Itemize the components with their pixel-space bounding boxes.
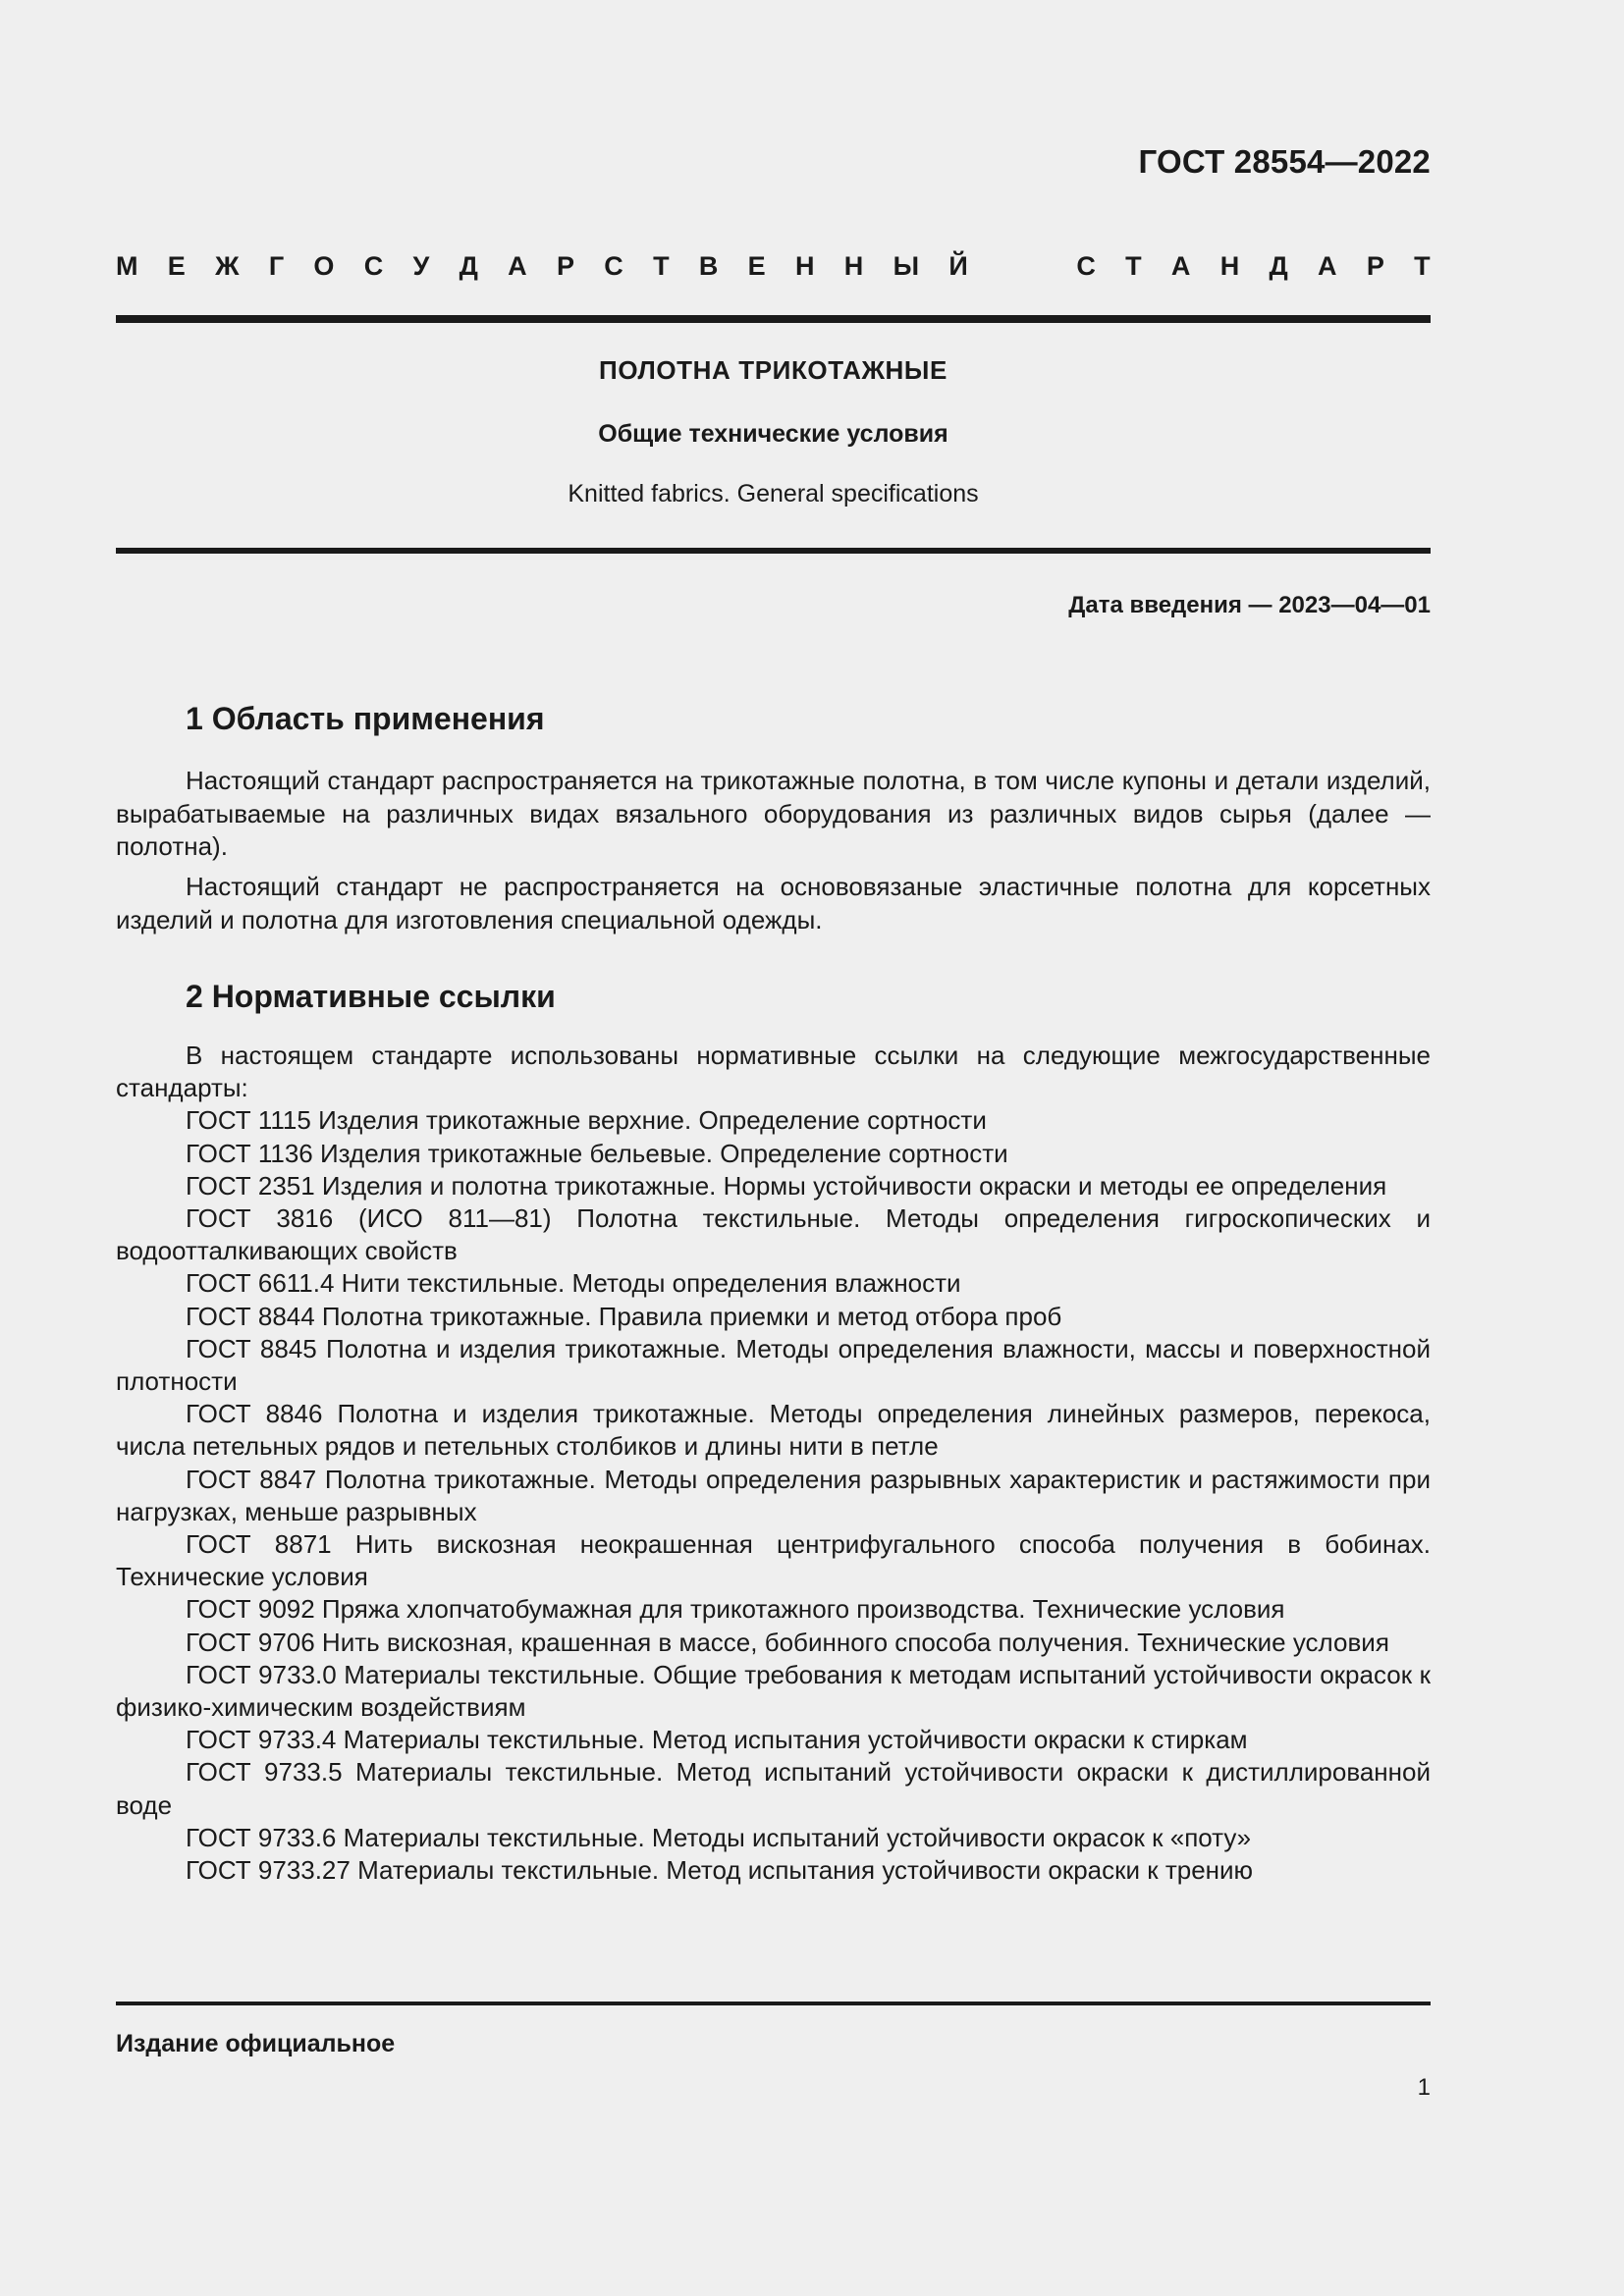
heading-letter: Г xyxy=(268,251,285,281)
reference-item: ГОСТ 8845 Полотна и изделия трикотажные. Методы определения влажности, массы и поверхностной плотности xyxy=(116,1333,1431,1397)
heading-letter: Р xyxy=(556,251,574,281)
reference-item: ГОСТ 9733.27 Материалы текстильные. Метод испытания устойчивости окраски к трению xyxy=(186,1855,1254,1886)
section-heading-normative-refs: 2 Нормативные ссылки xyxy=(186,979,556,1014)
document-subtitle: Общие технические условия xyxy=(598,420,948,448)
heading-letter: С xyxy=(604,251,623,281)
scope-paragraph: Настоящий стандарт распространяется на трикотажные полотна, в том числе купоны и детали изделий, вырабатываемые на различных видах вязального оборудования из различных видов сырья (далее — полотна). xyxy=(116,766,1431,861)
interstate-standard-heading xyxy=(116,251,1431,283)
heading-letter: Ы xyxy=(893,251,920,281)
heading-letter: О xyxy=(313,251,335,281)
heading-letter: С xyxy=(1076,251,1096,281)
reference-item: ГОСТ 9733.4 Материалы текстильные. Метод испытания устойчивости окраски к стиркам xyxy=(186,1725,1248,1755)
document-page xyxy=(116,0,1431,2296)
heading-letter: М xyxy=(116,251,138,281)
introduction-date: Дата введения — 2023—04—01 xyxy=(1068,592,1431,618)
page-number: 1 xyxy=(1417,2074,1431,2101)
official-edition-label: Издание официальное xyxy=(116,2030,396,2057)
heading-letter: Т xyxy=(653,251,670,281)
reference-item: ГОСТ 6611.4 Нити текстильные. Методы определения влажности xyxy=(186,1268,961,1299)
reference-item: ГОСТ 9733.0 Материалы текстильные. Общие требования к методам испытаний устойчивости окрасок к физико-химическим воздействиям xyxy=(116,1659,1431,1723)
heading-letter: А xyxy=(1318,251,1337,281)
reference-item: ГОСТ 8871 Нить вискозная неокрашенная центрифугального способа получения в бобинах. Технические условия xyxy=(116,1529,1431,1592)
heading-letter: Н xyxy=(794,251,815,281)
heading-letter: Е xyxy=(167,251,186,281)
heading-letter: В xyxy=(698,251,719,281)
heading-letter: Д xyxy=(459,251,478,281)
heading-letter: А xyxy=(1170,251,1191,281)
word-gap xyxy=(998,251,1047,283)
heading-letter: Т xyxy=(1125,251,1142,281)
normative-references-list xyxy=(116,1040,1431,1887)
reference-item: ГОСТ 1115 Изделия трикотажные верхние. Определение сортности xyxy=(186,1105,987,1136)
document-title-english: Knitted fabrics. General specifications xyxy=(568,480,979,507)
reference-item: ГОСТ 1136 Изделия трикотажные бельевые. Определение сортности xyxy=(186,1138,1008,1168)
heading-letter: А xyxy=(508,251,527,281)
heading-letter: Т xyxy=(1414,251,1431,281)
heading-letter: Е xyxy=(747,251,766,281)
gost-code: ГОСТ 28554—2022 xyxy=(1138,143,1431,180)
heading-letter: Й xyxy=(948,251,968,281)
heading-letter: С xyxy=(363,251,384,281)
heading-letter: Н xyxy=(1219,251,1240,281)
reference-item: ГОСТ 8847 Полотна трикотажные. Методы определения разрывных характеристик и растяжимости при нагрузках, меньше разрывных xyxy=(116,1464,1431,1526)
heading-letter: У xyxy=(412,251,430,281)
document-title: ПОЛОТНА ТРИКОТАЖНЫЕ xyxy=(599,355,947,385)
reference-item: ГОСТ 3816 (ИСО 811—81) Полотна текстильные. Методы определения гигроскопических и водоотталкивающих свойств xyxy=(116,1203,1431,1266)
reference-item: ГОСТ 8844 Полотна трикотажные. Правила приемки и метод отбора проб xyxy=(186,1301,1062,1331)
header-divider xyxy=(116,315,1431,323)
title-divider xyxy=(116,548,1431,554)
refs-intro: В настоящем стандарте использованы нормативные ссылки на следующие межгосударственные стандарты: xyxy=(116,1041,1431,1103)
footer-divider xyxy=(116,2002,1431,2005)
heading-letter: Р xyxy=(1366,251,1384,281)
reference-item: ГОСТ 9706 Нить вискозная, крашенная в массе, бобинного способа получения. Технические условия xyxy=(186,1627,1389,1657)
section-heading-scope: 1 Область применения xyxy=(186,701,545,736)
reference-item: ГОСТ 9733.6 Материалы текстильные. Методы испытаний устойчивости окрасок к «поту» xyxy=(186,1822,1252,1852)
reference-item: ГОСТ 9092 Пряжа хлопчатобумажная для трикотажного производства. Технические условия xyxy=(186,1594,1285,1625)
reference-item: ГОСТ 2351 Изделия и полотна трикотажные. Нормы устойчивости окраски и методы ее определения xyxy=(186,1170,1387,1201)
scope-paragraph: Настоящий стандарт не распространяется на основовязаные эластичные полотна для корсетных изделий и полотна для изготовления специальной одежды. xyxy=(116,872,1431,934)
heading-letter: Н xyxy=(843,251,864,281)
reference-item: ГОСТ 9733.5 Материалы текстильные. Метод испытаний устойчивости окраски к дистиллированной воде xyxy=(116,1757,1431,1820)
heading-letter: Д xyxy=(1269,251,1288,281)
reference-item: ГОСТ 8846 Полотна и изделия трикотажные. Методы определения линейных размеров, перекоса, числа петельных рядов и петельных столбиков и длины нити в петле xyxy=(116,1399,1431,1462)
heading-letter: Ж xyxy=(215,251,240,281)
